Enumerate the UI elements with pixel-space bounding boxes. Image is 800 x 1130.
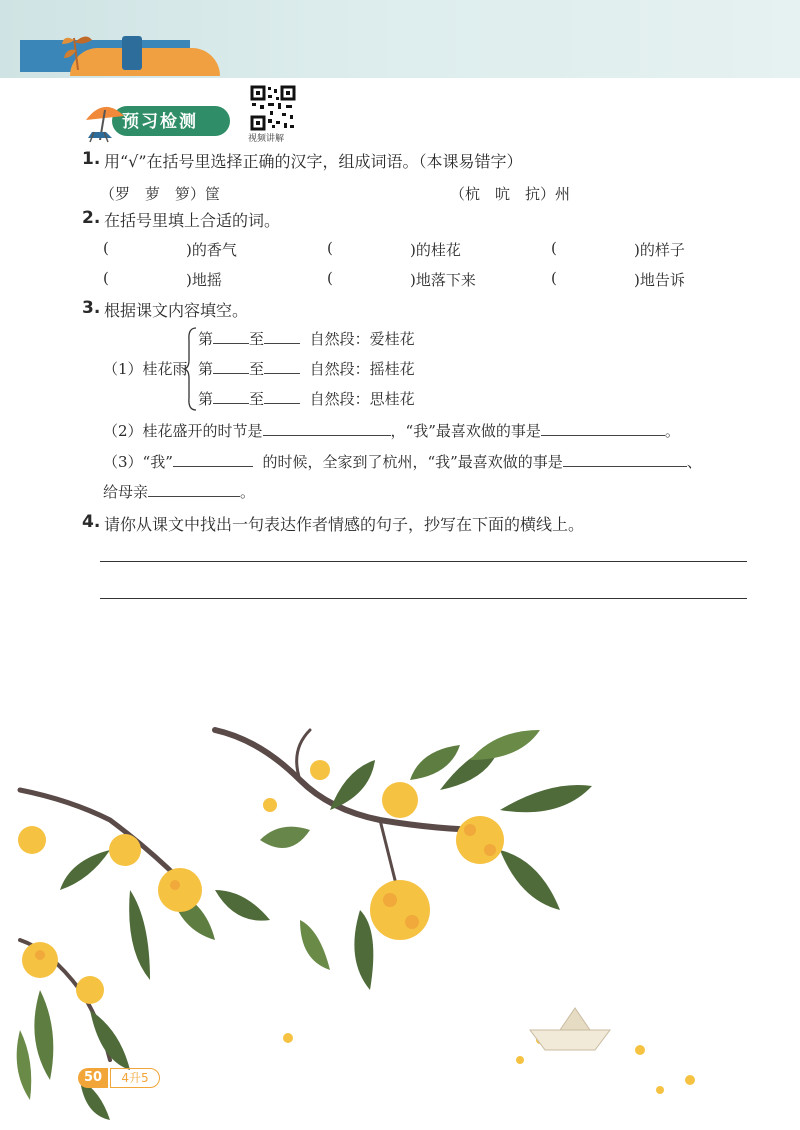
question-3-text: 根据课文内容填空。 [104, 301, 249, 320]
question-3-row-3[interactable]: 第 至 自然段：思桂花 [198, 390, 415, 408]
question-2-paren-open: ( [551, 239, 557, 257]
page-number: 50 [78, 1068, 108, 1088]
question-3-part-2[interactable]: （2）桂花盛开的时节是 ，“我”最喜欢做的事是 。 [103, 422, 680, 440]
question-4-number: 4. [82, 512, 101, 532]
osmanthus-branch-illustration [0, 690, 800, 1130]
question-2-paren-open: ( [103, 269, 109, 287]
question-2-blank-2[interactable]: )的桂花 [410, 241, 461, 259]
question-1-item-1: （罗 萝 箩）筐 [100, 185, 221, 203]
suitcase-icon [122, 36, 142, 70]
top-banner [0, 0, 800, 78]
qr-code-icon[interactable] [250, 85, 296, 131]
question-2-blank-6[interactable]: )地告诉 [634, 271, 685, 289]
section-header [82, 104, 232, 140]
question-1-text: 用“√”在括号里选择正确的汉字，组成词语。（本课易错字） [104, 152, 523, 171]
answer-line-2[interactable] [100, 598, 747, 599]
section-title: 预习检测 [122, 112, 198, 132]
question-3-row-2[interactable]: 第 至 自然段：摇桂花 [198, 360, 415, 378]
question-2-paren-open: ( [551, 269, 557, 287]
question-2-paren-open: ( [103, 239, 109, 257]
question-2-text: 在括号里填上合适的词。 [104, 211, 281, 230]
curly-brace-icon [183, 326, 197, 412]
question-1-number: 1. [82, 149, 101, 169]
question-2-blank-1[interactable]: )的香气 [186, 241, 237, 259]
qr-caption: 视频讲解 [248, 134, 285, 144]
question-3-row-1[interactable]: 第 至 自然段：爱桂花 [198, 330, 415, 348]
question-4-text: 请你从课文中找出一句表达作者情感的句子，抄写在下面的横线上。 [104, 515, 585, 534]
question-2-blank-4[interactable]: )地摇 [186, 271, 222, 289]
paper-boat-icon [530, 1008, 610, 1050]
question-3-part-1-label: （1）桂花雨 [103, 360, 188, 378]
question-2-blank-5[interactable]: )地落下来 [410, 271, 476, 289]
question-1-item-2: （杭 吭 抗）州 [450, 185, 571, 203]
question-2-paren-open: ( [327, 239, 333, 257]
question-2-blank-3[interactable]: )的样子 [634, 241, 685, 259]
question-3-number: 3. [82, 298, 101, 318]
question-2-number: 2. [82, 208, 101, 228]
question-2-paren-open: ( [327, 269, 333, 287]
plant-icon [60, 30, 96, 70]
answer-line-1[interactable] [100, 561, 747, 562]
grade-label: 4升5 [110, 1068, 160, 1088]
question-3-part-3-cont[interactable]: 给母亲 。 [103, 483, 256, 501]
question-3-part-3[interactable]: （3）“我” 的时候，全家到了杭州，“我”最喜欢做的事是 、 [103, 453, 702, 471]
